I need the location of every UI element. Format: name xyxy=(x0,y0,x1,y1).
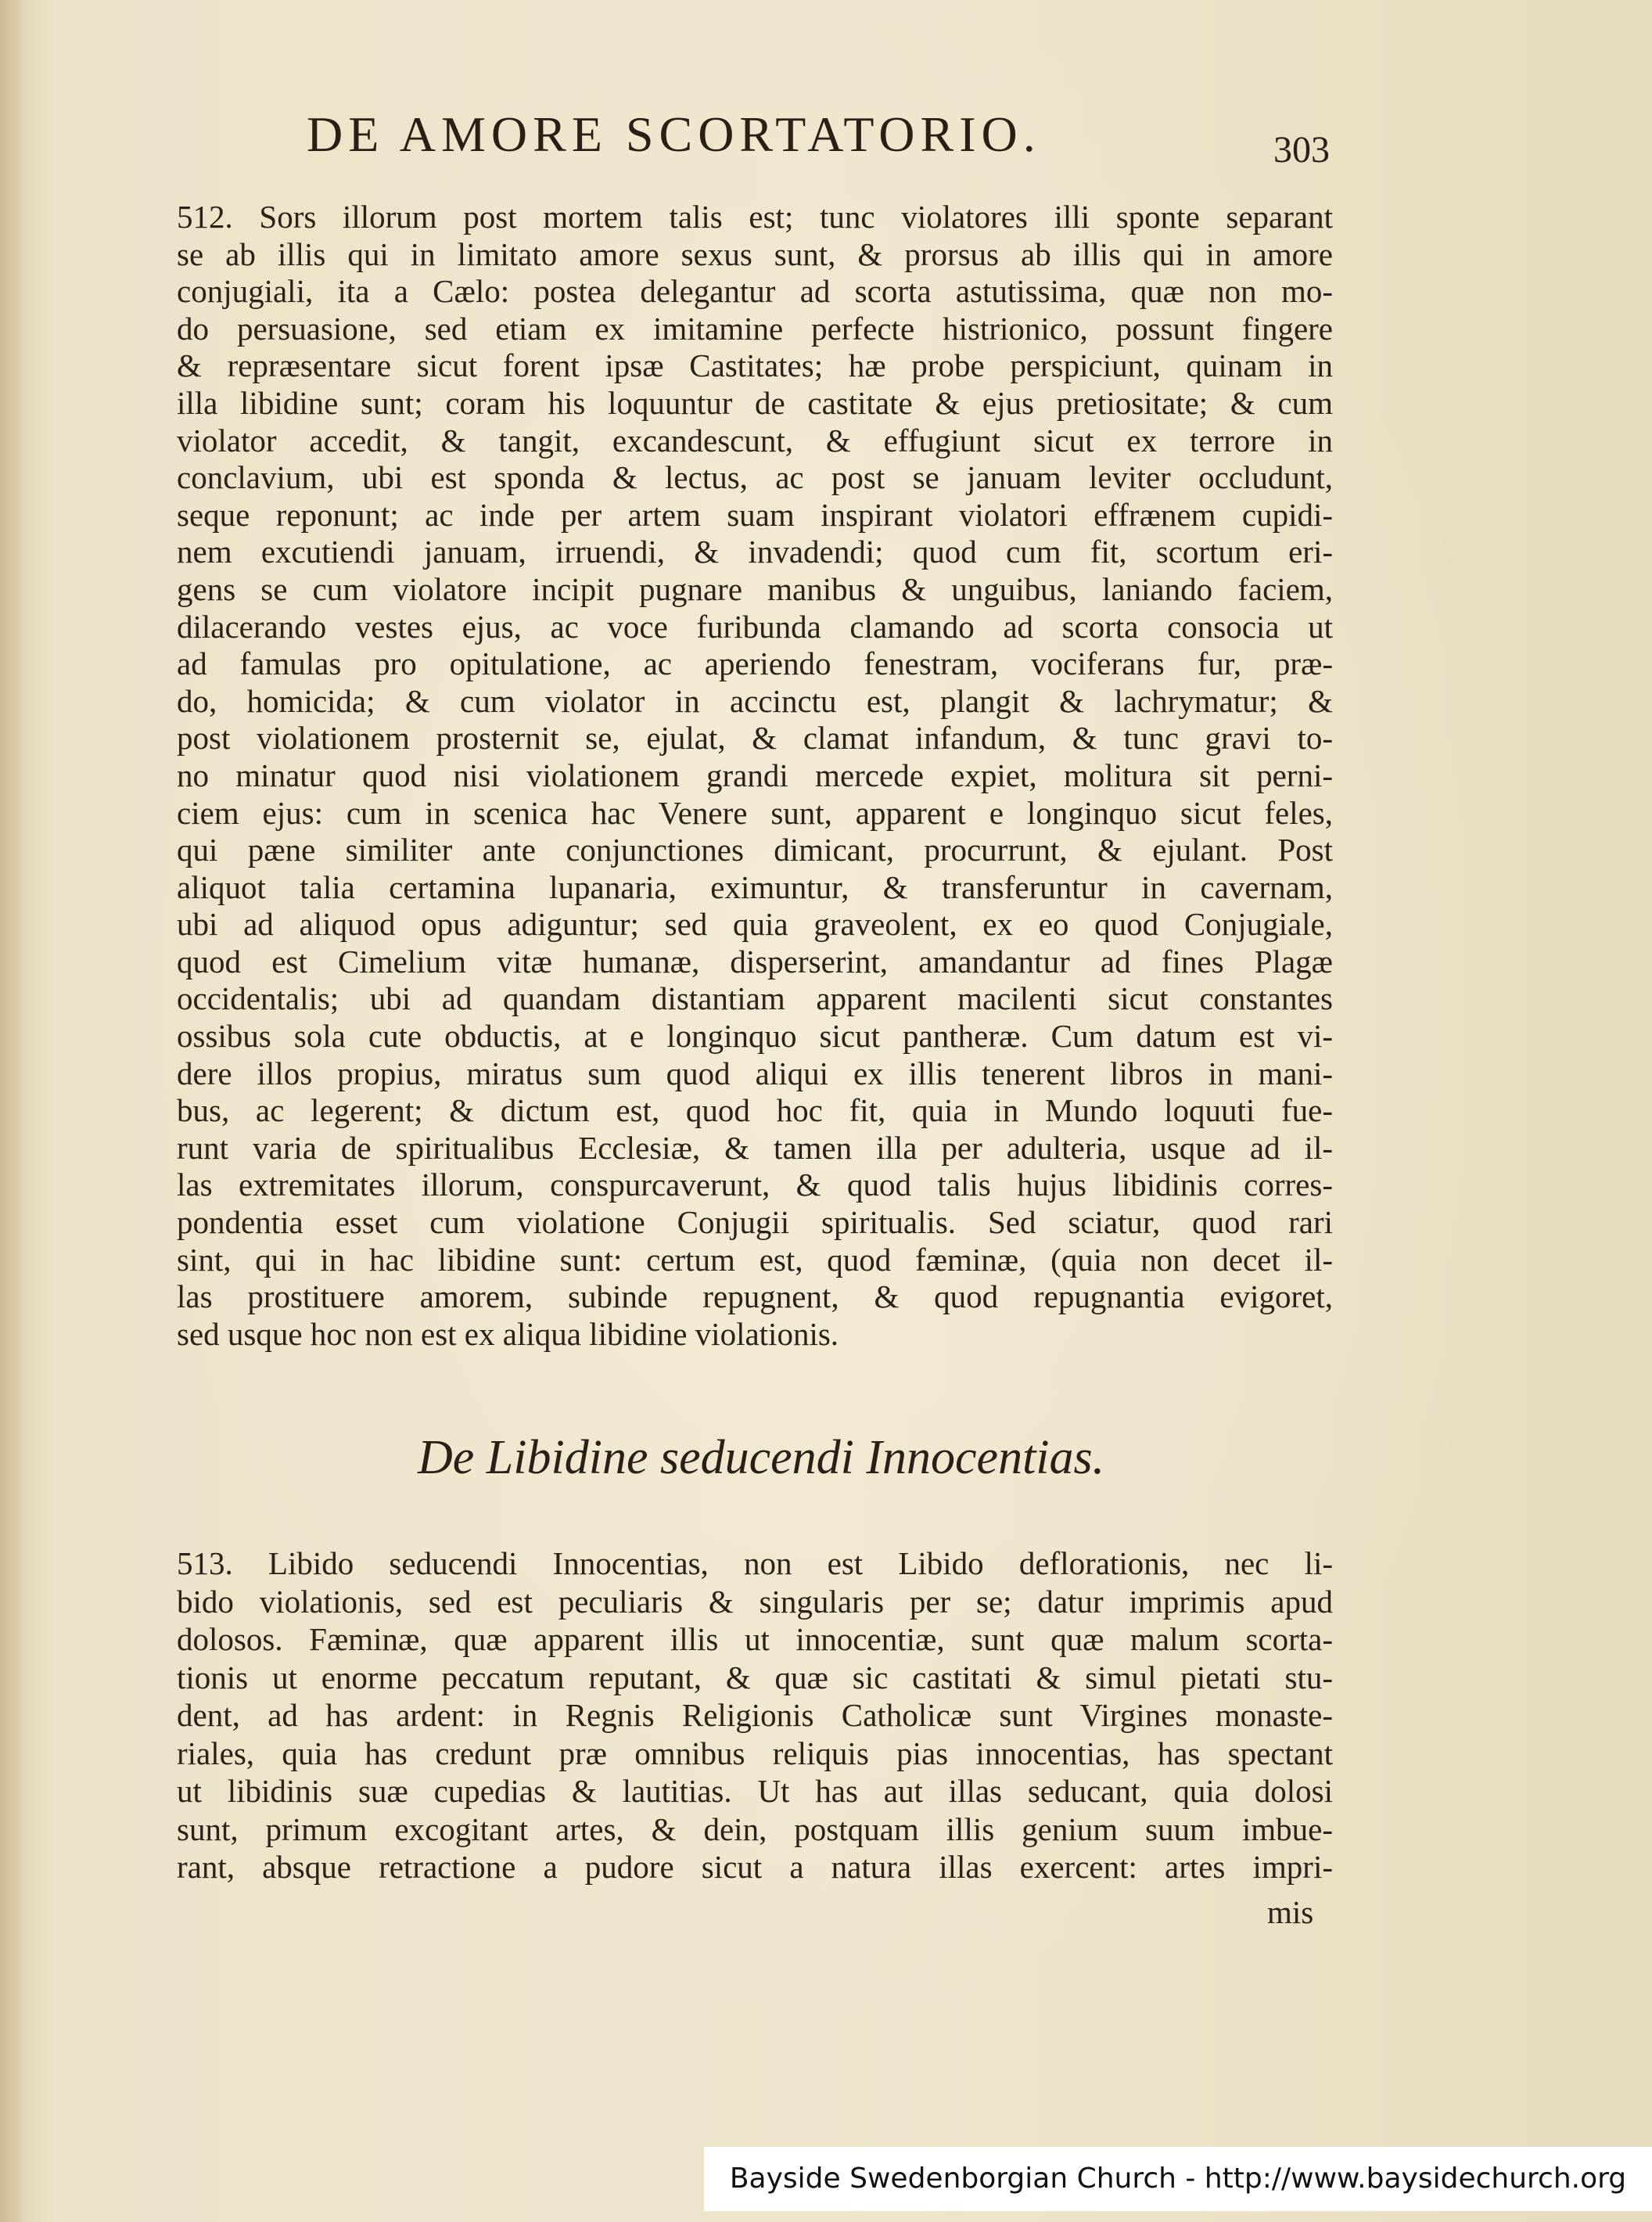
text-line: sed usque hoc non est ex aliqua libidine violationis. xyxy=(177,1315,839,1352)
text-line: do, homicida; & cum violator in accinctu est, plangit & lachrymatur; & xyxy=(177,682,1333,719)
text-line: se ab illis qui in limitato amore sexus sunt, & prorsus ab illis qui in amore xyxy=(177,236,1333,272)
section-heading: De Libidine seducendi Innocentias. xyxy=(418,1431,1105,1484)
binding-shadow xyxy=(0,0,27,2222)
text-line: do persuasione, sed etiam ex imitamine perfecte histrionico, possunt fingere xyxy=(177,310,1333,347)
text-line: violator accedit, & tangit, excandescunt, & effugiunt sicut ex terrore in xyxy=(177,422,1333,458)
text-line: bido violationis, sed est peculiaris & singularis per se; datur imprimis apud xyxy=(177,1583,1333,1620)
text-line: post violationem prosternit se, ejulat, & clamat infandum, & tunc gravi to- xyxy=(177,720,1333,757)
text-line: aliquot talia certamina lupanaria, eximuntur, & transferuntur in cavernam, xyxy=(177,868,1333,905)
text-line: riales, quia has credunt præ omnibus reliquis pias innocentias, has spectant xyxy=(177,1735,1333,1771)
catchword: mis xyxy=(1267,1894,1314,1930)
text-line: nem excutiendi januam, irruendi, & invadendi; quod cum fit, scortum eri- xyxy=(177,534,1333,570)
paragraph-512 xyxy=(177,199,1333,1353)
text-line: ciem ejus: cum in scenica hac Venere sunt, apparent e longinquo sicut feles, xyxy=(177,794,1333,831)
text-line: dent, ad has ardent: in Regnis Religionis Catholicæ sunt Virgines monaste- xyxy=(177,1697,1333,1733)
text-line: seque reponunt; ac inde per artem suam inspirant violatori effrænem cupidi- xyxy=(177,496,1333,533)
page-number: 303 xyxy=(1273,129,1330,171)
text-line: rant, absque retractione a pudore sicut a natura illas exercent: artes impri- xyxy=(177,1849,1333,1885)
text-line: sunt, primum excogitant artes, & dein, postquam illis genium suum imbue- xyxy=(177,1810,1333,1847)
text-line: bus, ac legerent; & dictum est, quod hoc fit, quia in Mundo loquuti fue- xyxy=(177,1092,1333,1129)
text-line: ubi ad aliquod opus adiguntur; sed quia graveolent, ex eo quod Conjugiale, xyxy=(177,906,1333,943)
text-line: conclavium, ubi est sponda & lectus, ac post se januam leviter occludunt, xyxy=(177,459,1333,496)
text-line: conjugiali, ita a Cælo: postea delegantur ad scorta astutissima, quæ non mo- xyxy=(177,273,1333,310)
text-line: ut libidinis suæ cupedias & lautitias. Ut has aut illas seducant, quia dolosi xyxy=(177,1773,1333,1809)
text-line: 512. Sors illorum post mortem talis est; tunc violatores illi sponte separant xyxy=(177,199,1333,235)
text-line: no minatur quod nisi violationem grandi mercede expiet, molitura sit perni- xyxy=(177,757,1333,793)
running-head: DE AMORE SCORTATORIO. xyxy=(307,106,1041,162)
text-line: qui pæne similiter ante conjunctiones dimicant, procurrunt, & ejulant. Post xyxy=(177,832,1333,868)
text-line: & repræsentare sicut forent ipsæ Castitates; hæ probe perspiciunt, quinam in xyxy=(177,347,1333,384)
text-line: dolosos. Fæminæ, quæ apparent illis ut innocentiæ, sunt quæ malum scorta- xyxy=(177,1621,1333,1657)
text-line: 513. Libido seducendi Innocentias, non est Libido deflorationis, nec li- xyxy=(177,1545,1333,1581)
text-line: dere illos propius, miratus sum quod aliqui ex illis tenerent libros in mani- xyxy=(177,1055,1333,1091)
text-line: las prostituere amorem, subinde repugnent, & quod repugnantia evigoret, xyxy=(177,1278,1333,1315)
text-line: las extremitates illorum, conspurcaverunt, & quod talis hujus libidinis corres- xyxy=(177,1167,1333,1203)
text-line: pondentia esset cum violatione Conjugii spiritualis. Sed sciatur, quod rari xyxy=(177,1204,1333,1241)
watermark-caption: Bayside Swedenborgian Church - http://www.baysidechurch.org xyxy=(704,2147,1652,2211)
text-line: tionis ut enorme peccatum reputant, & quæ sic castitati & simul pietati stu- xyxy=(177,1659,1333,1695)
text-line: ad famulas pro opitulatione, ac aperiendo fenestram, vociferans fur, præ- xyxy=(177,645,1333,682)
text-line: gens se cum violatore incipit pugnare manibus & unguibus, laniando faciem, xyxy=(177,570,1333,607)
text-line: sint, qui in hac libidine sunt: certum est, quod fæminæ, (quia non decet il- xyxy=(177,1241,1333,1278)
text-line: quod est Cimelium vitæ humanæ, disperserint, amandantur ad fines Plagæ xyxy=(177,943,1333,980)
text-line: runt varia de spiritualibus Ecclesiæ, & tamen illa per adulteria, usque ad il- xyxy=(177,1129,1333,1166)
text-line: illa libidine sunt; coram his loquuntur de castitate & ejus pretiositate; & cum xyxy=(177,384,1333,421)
text-line: ossibus sola cute obductis, at e longinquo sicut pantheræ. Cum datum est vi- xyxy=(177,1018,1333,1055)
text-line: dilacerando vestes ejus, ac voce furibunda clamando ad scorta consocia ut xyxy=(177,608,1333,645)
text-line: occidentalis; ubi ad quandam distantiam apparent macilenti sicut constantes xyxy=(177,980,1333,1017)
paragraph-513 xyxy=(177,1544,1333,1886)
